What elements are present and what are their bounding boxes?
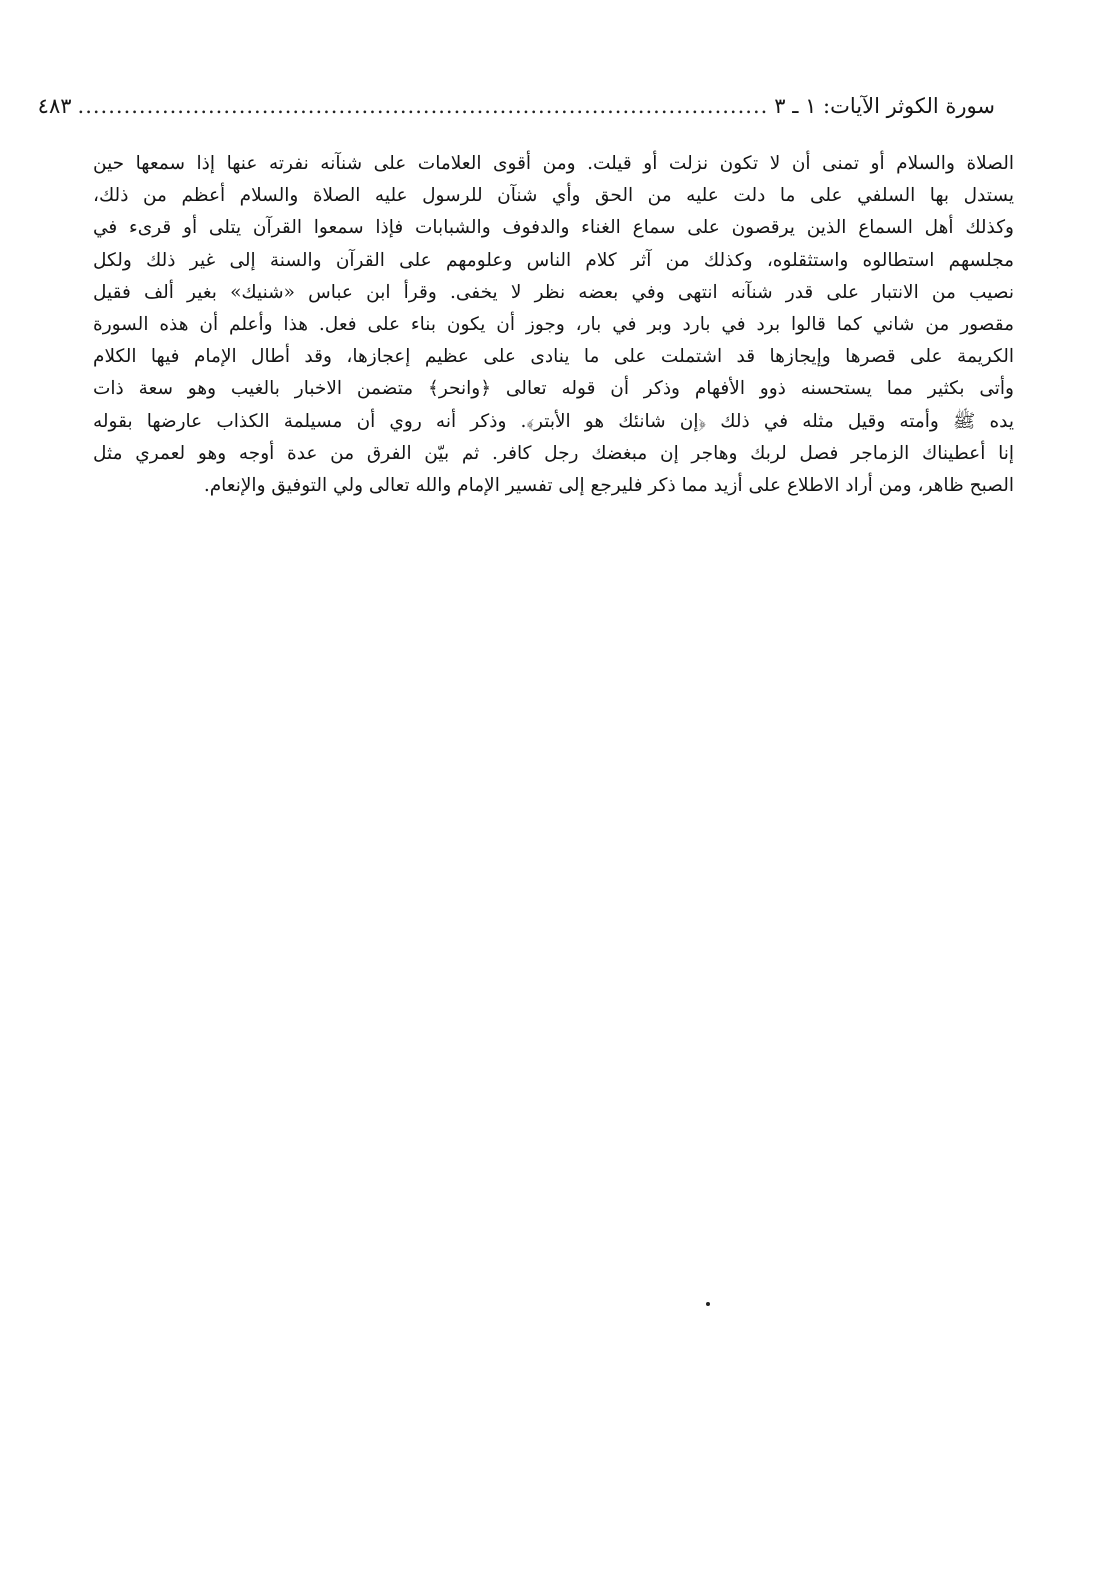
text-line: يستدل بها السلفي على ما دلت عليه من الحق وأي شنآن للرسول عليه الصلاة والسلام أعظم من ذلك، <box>93 185 1014 207</box>
running-header <box>37 90 995 122</box>
text-line: إنا أعطيناك الزماجر فصل لربك وهاجر إن مبغضك رجل كافر. ثم بيّن الفرق من عدة أوجه وهو لعمري مثل <box>93 442 1014 464</box>
body-paragraph <box>93 148 1014 502</box>
print-speck <box>706 1302 710 1306</box>
text-line: يده ﷺ وأمته وقيل مثله في ذلك ﴿إن شانئك هو الأبتر﴾. وذكر أنه روي أن مسيلمة الكذاب عارضها بقوله <box>93 410 1014 432</box>
text-line: مجلسهم استطالوه واستثقلوه، وكذلك من آثر كلام الناس وعلومهم على القرآن والسنة إلى غير ذلك ولكل <box>93 249 1014 271</box>
header-title: سورة الكوثر الآيات: ١ ـ ٣ <box>774 94 995 118</box>
text-line: الكريمة على قصرها وإيجازها قد اشتملت على ما ينادى على عظيم إعجازها، وقد أطال الإمام فيها الكلام <box>93 346 1014 368</box>
text-line: مقصور من شاني كما قالوا برد في بارد وبر في بار، وجوز أن يكون بناء على فعل. هذا وأعلم أن هذه السورة <box>93 313 1014 335</box>
text-line: نصيب من الانتبار على قدر شنآنه انتهى وفي بعضه نظر لا يخفى. وقرأ ابن عباس «شنيك» بغير ألف فقيل <box>93 281 1014 303</box>
text-line: وكذلك أهل السماع الذين يرقصون على سماع الغناء والدفوف والشبابات فإذا سمعوا القرآن يتلى أو قرىء في <box>93 217 1014 239</box>
text-line: وأتى بكثير مما يستحسنه ذوو الأفهام وذكر أن قوله تعالى ﴿وانحر﴾ متضمن الاخبار بالغيب وهو سعة ذات <box>93 378 1014 400</box>
page-number: ٤٨٣ <box>37 94 72 118</box>
text-line: الصلاة والسلام أو تمنى أن لا تكون نزلت أو قيلت. ومن أقوى العلامات على شنآنه نفرته عنها إذا سمعها حين <box>93 153 1014 174</box>
text-line-last: الصبح ظاهر، ومن أراد الاطلاع على أزيد مما ذكر فليرجع إلى تفسير الإمام والله تعالى ولي التوفيق والإنعام. <box>203 474 1014 496</box>
header-leader-dots: .......................................................................................... <box>77 94 769 118</box>
